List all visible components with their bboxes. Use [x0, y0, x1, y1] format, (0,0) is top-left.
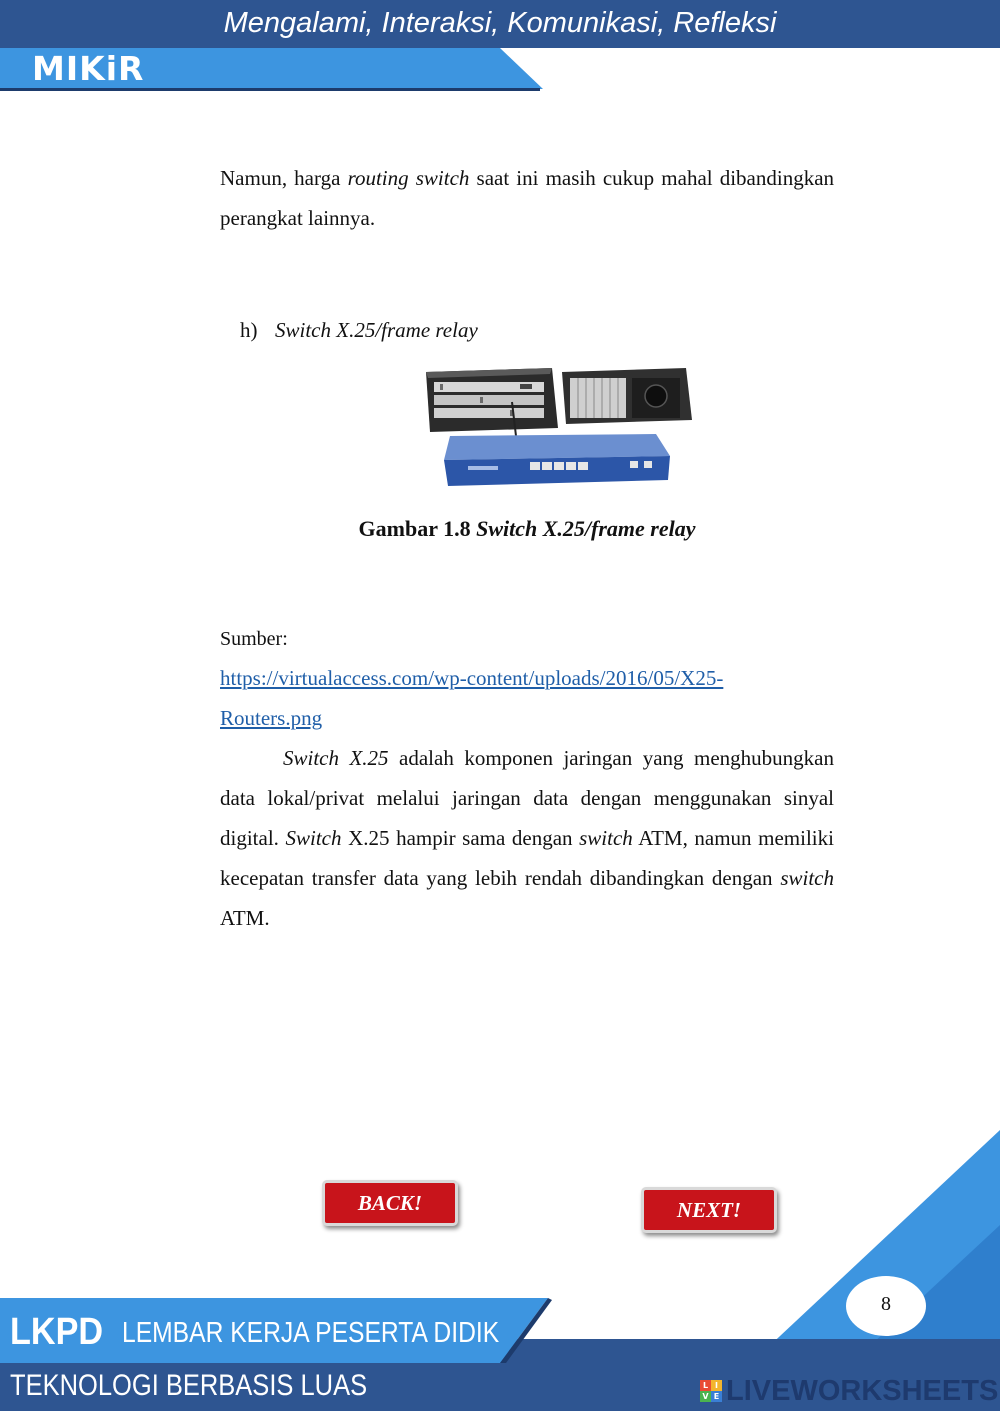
figure-caption: Gambar 1.8 Switch X.25/frame relay — [358, 516, 696, 541]
chassis-right-image — [562, 368, 692, 424]
list-heading — [240, 313, 478, 347]
next-button[interactable]: NEXT! — [641, 1187, 777, 1233]
list-heading-text: Switch X.25/frame relay — [275, 318, 478, 342]
source-label: Sumber: — [220, 628, 288, 650]
chassis-left-image — [426, 368, 558, 432]
section-label: MIKiR — [32, 49, 145, 88]
header-divider — [0, 88, 540, 91]
header-title: Mengalami, Interaksi, Komunikasi, Refleksi — [223, 7, 777, 39]
subject-title: TEKNOLOGI BERBASIS LUAS — [10, 1369, 368, 1402]
liveworksheets-text: LIVEWORKSHEETS — [726, 1375, 999, 1407]
list-number: h) — [240, 318, 258, 342]
liveworksheets-logo-icon: L I V E — [700, 1380, 722, 1402]
lkpd-label: LKPD — [10, 1311, 104, 1353]
paragraph-routing-switch: Namun, harga routing switch saat ini masih cukup mahal dibandingkan perangkat lainnya. — [220, 166, 835, 230]
paragraph-switch-x25: Switch X.25 adalah komponen jaringan yang menghubungkan data lokal/privat melalui jaringan data dengan menggunakan sinyal digital. Switch X.25 hampir sama dengan switch ATM, namun memiliki kecepatan transfer data yang lebih rendah dibandingkan dengan switch ATM. — [220, 746, 834, 930]
switch-x25-figure — [420, 362, 692, 490]
source-link[interactable]: https://virtualaccess.com/wp-content/uploads/2016/05/X25- Routers.png — [220, 666, 724, 730]
lkpd-subtitle: LEMBAR KERJA PESERTA DIDIK — [122, 1317, 500, 1349]
liveworksheets-brand[interactable] — [700, 1374, 998, 1408]
back-button[interactable]: BACK! — [322, 1180, 458, 1226]
page-number: 8 — [846, 1276, 926, 1336]
